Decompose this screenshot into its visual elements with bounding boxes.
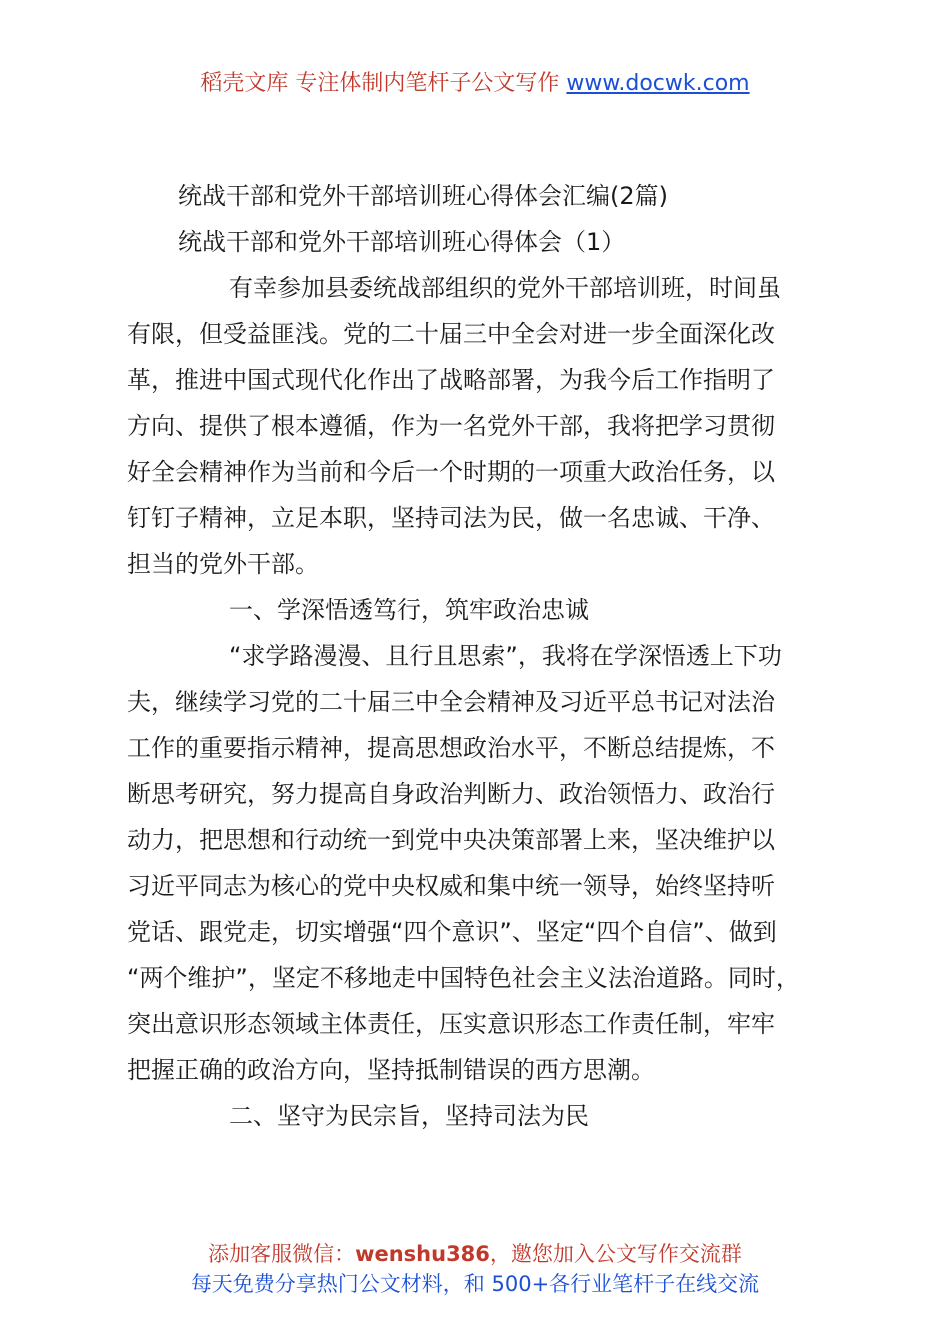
body-line: 担当的党外干部。 <box>127 550 319 578</box>
body-line: 动力，把思想和行动统一到党中央决策部署上来，坚决维护以 <box>127 826 775 854</box>
body-line: 夫，继续学习党的二十届三中全会精神及习近平总书记对法治 <box>127 688 775 716</box>
body-line: 二、坚守为民宗旨，坚持司法为民 <box>229 1102 589 1130</box>
document-title: 统战干部和党外干部培训班心得体会汇编(2篇) <box>178 182 668 210</box>
body-line: 习近平同志为核心的党中央权威和集中统一领导，始终坚持听 <box>127 872 775 900</box>
body-line: 革，推进中国式现代化作出了战略部署，为我今后工作指明了 <box>127 366 775 394</box>
body-line: 一、学深悟透笃行，筑牢政治忠诚 <box>229 596 589 624</box>
document-body <box>127 265 827 1139</box>
body-line: 党话、跟党走，切实增强“四个意识”、坚定“四个自信”、做到 <box>127 918 777 946</box>
document-subtitle: 统战干部和党外干部培训班心得体会（1） <box>178 228 626 256</box>
body-line: 有幸参加县委统战部组织的党外干部培训班，时间虽 <box>229 274 781 302</box>
header-brand: 稻壳文库 专注体制内笔杆子公文写作 <box>200 71 560 96</box>
body-line: 有限，但受益匪浅。党的二十届三中全会对进一步全面深化改 <box>127 320 775 348</box>
footer-suffix: ，邀您加入公文写作交流群 <box>489 1242 742 1266</box>
body-line: 方向、提供了根本遵循，作为一名党外干部，我将把学习贯彻 <box>127 412 775 440</box>
header-url-link[interactable]: www.docwk.com <box>566 71 750 96</box>
body-line: 工作的重要指示精神，提高思想政治水平，不断总结提炼，不 <box>127 734 775 762</box>
footer-wechat-id: wenshu386 <box>355 1242 490 1266</box>
footer-contact <box>0 1239 950 1269</box>
body-line: 把握正确的政治方向，坚持抵制错误的西方思潮。 <box>127 1056 655 1084</box>
body-line: “两个维护”，坚定不移地走中国特色社会主义法治道路。同时， <box>127 964 800 992</box>
footer-promo: 每天免费分享热门公文材料，和 500+各行业笔杆子在线交流 <box>190 1272 760 1296</box>
body-line: 突出意识形态领域主体责任，压实意识形态工作责任制，牢牢 <box>127 1010 775 1038</box>
body-line: 钉钉子精神，立足本职，坚持司法为民，做一名忠诚、干净、 <box>127 504 775 532</box>
footer-prefix: 添加客服微信： <box>208 1242 356 1266</box>
body-line: “求学路漫漫、且行且思索”，我将在学深悟透上下功 <box>229 642 782 670</box>
page-header <box>0 68 950 100</box>
body-line: 好全会精神作为当前和今后一个时期的一项重大政治任务，以 <box>127 458 775 486</box>
body-line: 断思考研究，努力提高自身政治判断力、政治领悟力、政治行 <box>127 780 775 808</box>
